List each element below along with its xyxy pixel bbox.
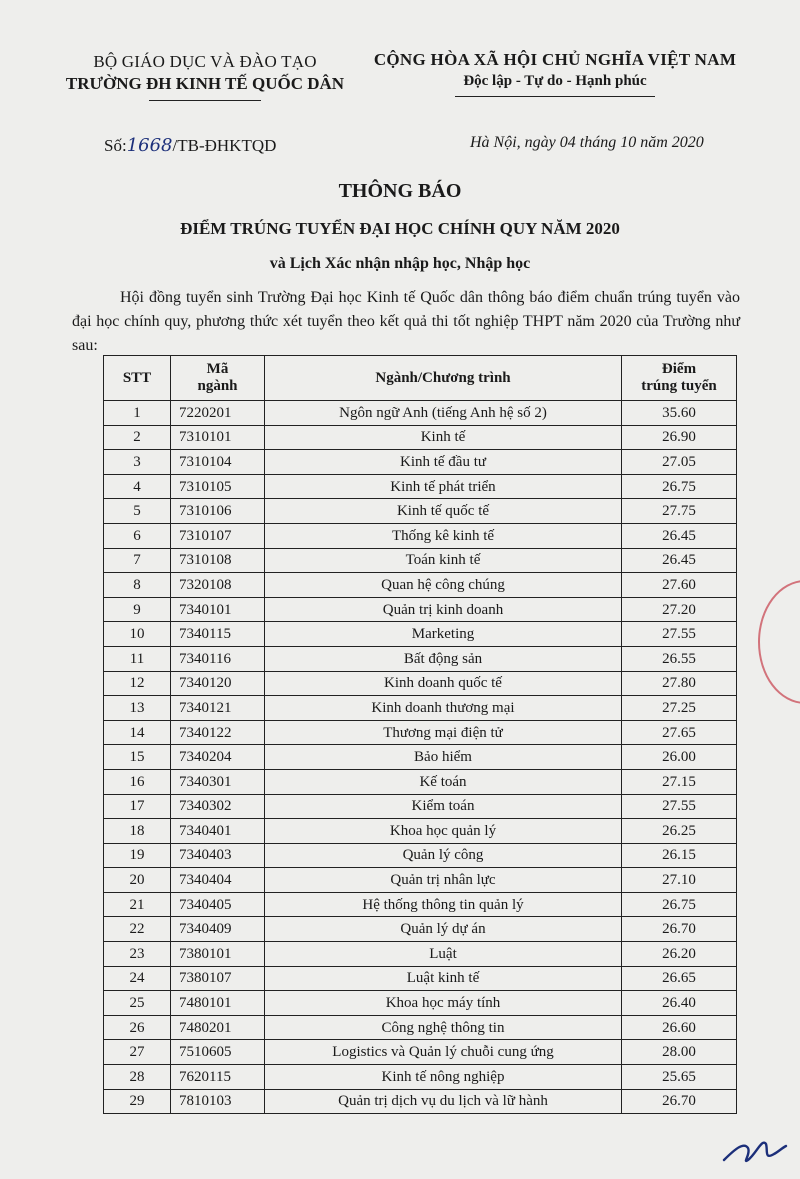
cell-nganh: Kinh tế — [265, 425, 622, 450]
cell-ma-nganh: 7340204 — [171, 745, 265, 770]
cell-ma-nganh: 7340405 — [171, 892, 265, 917]
cell-ma-nganh: 7480201 — [171, 1015, 265, 1040]
table-row — [104, 942, 737, 967]
cell-stt: 20 — [104, 868, 171, 893]
cell-ma-nganh: 7220201 — [171, 401, 265, 426]
cell-ma-nganh: 7340121 — [171, 696, 265, 721]
cell-stt: 7 — [104, 548, 171, 573]
cell-stt: 8 — [104, 573, 171, 598]
cell-ma-nganh: 7310106 — [171, 499, 265, 524]
cell-nganh: Khoa học máy tính — [265, 991, 622, 1016]
cell-stt: 27 — [104, 1040, 171, 1065]
cell-ma-nganh: 7340403 — [171, 843, 265, 868]
cell-diem: 26.60 — [622, 1015, 737, 1040]
cell-stt: 22 — [104, 917, 171, 942]
cell-ma-nganh: 7340302 — [171, 794, 265, 819]
cell-ma-nganh: 7310101 — [171, 425, 265, 450]
cell-nganh: Toán kinh tế — [265, 548, 622, 573]
cell-ma-nganh: 7340401 — [171, 819, 265, 844]
cell-stt: 1 — [104, 401, 171, 426]
table-row — [104, 868, 737, 893]
cell-stt: 3 — [104, 450, 171, 475]
ministry-name: BỘ GIÁO DỤC VÀ ĐÀO TẠO — [93, 52, 317, 71]
cell-stt: 28 — [104, 1065, 171, 1090]
cell-diem: 26.55 — [622, 646, 737, 671]
cell-diem: 25.65 — [622, 1065, 737, 1090]
cell-stt: 25 — [104, 991, 171, 1016]
cell-nganh: Marketing — [265, 622, 622, 647]
table-row — [104, 622, 737, 647]
table-body — [104, 401, 737, 1114]
cell-diem: 27.55 — [622, 622, 737, 647]
table-row — [104, 646, 737, 671]
cell-ma-nganh: 7480101 — [171, 991, 265, 1016]
table-row — [104, 1015, 737, 1040]
cell-nganh: Kinh doanh quốc tế — [265, 671, 622, 696]
cell-stt: 11 — [104, 646, 171, 671]
cell-ma-nganh: 7340409 — [171, 917, 265, 942]
cell-diem: 26.45 — [622, 523, 737, 548]
cell-diem: 27.25 — [622, 696, 737, 721]
table-row — [104, 425, 737, 450]
admission-score-table — [103, 355, 737, 1114]
cell-stt: 21 — [104, 892, 171, 917]
header-divider — [149, 100, 261, 101]
table-row — [104, 892, 737, 917]
table-row — [104, 1040, 737, 1065]
document-number-suffix: /TB-ĐHKTQD — [172, 136, 277, 155]
cell-diem: 28.00 — [622, 1040, 737, 1065]
cell-diem: 27.65 — [622, 720, 737, 745]
cell-diem: 26.90 — [622, 425, 737, 450]
cell-ma-nganh: 7340116 — [171, 646, 265, 671]
cell-diem: 26.20 — [622, 942, 737, 967]
cell-nganh: Kinh tế quốc tế — [265, 499, 622, 524]
header-ma-line2: ngành — [197, 378, 238, 394]
cell-ma-nganh: 7310105 — [171, 474, 265, 499]
national-header — [360, 50, 750, 97]
table-row — [104, 843, 737, 868]
cell-nganh: Kinh tế phát triển — [265, 474, 622, 499]
cell-diem: 26.70 — [622, 1089, 737, 1114]
table-row — [104, 597, 737, 622]
cell-stt: 2 — [104, 425, 171, 450]
cell-diem: 26.70 — [622, 917, 737, 942]
table-row — [104, 401, 737, 426]
cell-nganh: Kinh tế nông nghiệp — [265, 1065, 622, 1090]
table-row — [104, 720, 737, 745]
cell-diem: 26.75 — [622, 892, 737, 917]
cell-nganh: Quản lý công — [265, 843, 622, 868]
cell-nganh: Quản trị nhân lực — [265, 868, 622, 893]
national-motto: Độc lập - Tự do - Hạnh phúc — [463, 73, 647, 89]
cell-ma-nganh: 7340122 — [171, 720, 265, 745]
cell-diem: 27.80 — [622, 671, 737, 696]
table-row — [104, 745, 737, 770]
cell-diem: 27.60 — [622, 573, 737, 598]
cell-nganh: Thương mại điện tử — [265, 720, 622, 745]
cell-stt: 5 — [104, 499, 171, 524]
cell-ma-nganh: 7320108 — [171, 573, 265, 598]
cell-ma-nganh: 7310104 — [171, 450, 265, 475]
header-stt: STT — [104, 356, 171, 401]
cell-stt: 19 — [104, 843, 171, 868]
cell-stt: 6 — [104, 523, 171, 548]
cell-diem: 27.15 — [622, 769, 737, 794]
table-row — [104, 966, 737, 991]
cell-diem: 27.75 — [622, 499, 737, 524]
motto-divider — [455, 96, 655, 97]
table-header-row — [104, 356, 737, 401]
cell-nganh: Kinh tế đầu tư — [265, 450, 622, 475]
cell-ma-nganh: 7380107 — [171, 966, 265, 991]
table-row — [104, 523, 737, 548]
cell-ma-nganh: 7340301 — [171, 769, 265, 794]
header-ma-line1: Mã — [206, 361, 229, 377]
cell-ma-nganh: 7340115 — [171, 622, 265, 647]
header-diem — [622, 356, 737, 401]
cell-ma-nganh: 7340120 — [171, 671, 265, 696]
cell-nganh: Bất động sản — [265, 646, 622, 671]
document-subtitle-2: và Lịch Xác nhận nhập học, Nhập học — [269, 255, 531, 272]
table-row — [104, 1065, 737, 1090]
cell-stt: 14 — [104, 720, 171, 745]
cell-stt: 4 — [104, 474, 171, 499]
cell-stt: 24 — [104, 966, 171, 991]
cell-stt: 17 — [104, 794, 171, 819]
cell-nganh: Kiểm toán — [265, 794, 622, 819]
cell-stt: 9 — [104, 597, 171, 622]
cell-stt: 23 — [104, 942, 171, 967]
cell-diem: 26.75 — [622, 474, 737, 499]
cell-stt: 12 — [104, 671, 171, 696]
intro-text: Hội đồng tuyển sinh Trường Đại học Kinh tế Quốc dân thông báo điểm chuẩn trúng tuyển vào đại học chính quy, phương thức xét tuyển theo kết quả thi tốt nghiệp THPT năm 2020 của Trường như sau: — [72, 289, 740, 354]
cell-stt: 10 — [104, 622, 171, 647]
cell-nganh: Khoa học quản lý — [265, 819, 622, 844]
cell-diem: 26.25 — [622, 819, 737, 844]
cell-stt: 18 — [104, 819, 171, 844]
cell-ma-nganh: 7810103 — [171, 1089, 265, 1114]
cell-diem: 26.00 — [622, 745, 737, 770]
document-number-prefix: Số: — [104, 136, 127, 155]
cell-diem: 26.45 — [622, 548, 737, 573]
document-title: THÔNG BÁO — [338, 180, 462, 202]
cell-diem: 26.15 — [622, 843, 737, 868]
cell-nganh: Ngôn ngữ Anh (tiếng Anh hệ số 2) — [265, 401, 622, 426]
cell-stt: 15 — [104, 745, 171, 770]
table-row — [104, 917, 737, 942]
table-row — [104, 819, 737, 844]
cell-nganh: Quản lý dự án — [265, 917, 622, 942]
table-row — [104, 671, 737, 696]
table-row — [104, 794, 737, 819]
table-row — [104, 499, 737, 524]
cell-stt: 13 — [104, 696, 171, 721]
cell-nganh: Luật — [265, 942, 622, 967]
cell-diem: 27.55 — [622, 794, 737, 819]
table-row — [104, 696, 737, 721]
cell-diem: 27.20 — [622, 597, 737, 622]
table-row — [104, 573, 737, 598]
header-diem-line1: Điểm — [661, 361, 697, 377]
cell-ma-nganh: 7340404 — [171, 868, 265, 893]
official-stamp — [758, 580, 800, 704]
cell-nganh: Logistics và Quản lý chuỗi cung ứng — [265, 1040, 622, 1065]
header-ma-nganh — [171, 356, 265, 401]
cell-ma-nganh: 7310108 — [171, 548, 265, 573]
cell-nganh: Hệ thống thông tin quản lý — [265, 892, 622, 917]
cell-stt: 26 — [104, 1015, 171, 1040]
table-row — [104, 548, 737, 573]
cell-ma-nganh: 7310107 — [171, 523, 265, 548]
signature-mark — [718, 1108, 788, 1178]
cell-nganh: Quản trị dịch vụ du lịch và lữ hành — [265, 1089, 622, 1114]
cell-nganh: Kinh doanh thương mại — [265, 696, 622, 721]
document-number-handwritten: 1668 — [126, 135, 173, 156]
table-row — [104, 474, 737, 499]
cell-nganh: Quản trị kinh doanh — [265, 597, 622, 622]
cell-nganh: Kế toán — [265, 769, 622, 794]
header-nganh: Ngành/Chương trình — [265, 356, 622, 401]
issuer-header — [40, 52, 370, 101]
cell-nganh: Thống kê kinh tế — [265, 523, 622, 548]
document-subtitle: ĐIỂM TRÚNG TUYỂN ĐẠI HỌC CHÍNH QUY NĂM 2020 — [180, 219, 620, 238]
cell-ma-nganh: 7380101 — [171, 942, 265, 967]
cell-ma-nganh: 7620115 — [171, 1065, 265, 1090]
cell-ma-nganh: 7510605 — [171, 1040, 265, 1065]
nation-name: CỘNG HÒA XÃ HỘI CHỦ NGHĨA VIỆT NAM — [373, 50, 737, 69]
cell-nganh: Công nghệ thông tin — [265, 1015, 622, 1040]
cell-diem: 27.10 — [622, 868, 737, 893]
document-date: Hà Nội, ngày 04 tháng 10 năm 2020 — [470, 134, 704, 151]
cell-stt: 16 — [104, 769, 171, 794]
header-diem-line2: trúng tuyển — [641, 378, 717, 394]
table-row — [104, 991, 737, 1016]
school-name: TRƯỜNG ĐH KINH TẾ QUỐC DÂN — [65, 74, 345, 93]
table-row — [104, 1089, 737, 1114]
cell-nganh: Quan hệ công chúng — [265, 573, 622, 598]
cell-nganh: Luật kinh tế — [265, 966, 622, 991]
cell-nganh: Bảo hiểm — [265, 745, 622, 770]
cell-stt: 29 — [104, 1089, 171, 1114]
intro-paragraph — [72, 286, 740, 358]
cell-diem: 26.40 — [622, 991, 737, 1016]
table-row — [104, 450, 737, 475]
cell-diem: 27.05 — [622, 450, 737, 475]
cell-diem: 26.65 — [622, 966, 737, 991]
document-number — [104, 135, 276, 156]
cell-diem: 35.60 — [622, 401, 737, 426]
table-row — [104, 769, 737, 794]
cell-ma-nganh: 7340101 — [171, 597, 265, 622]
